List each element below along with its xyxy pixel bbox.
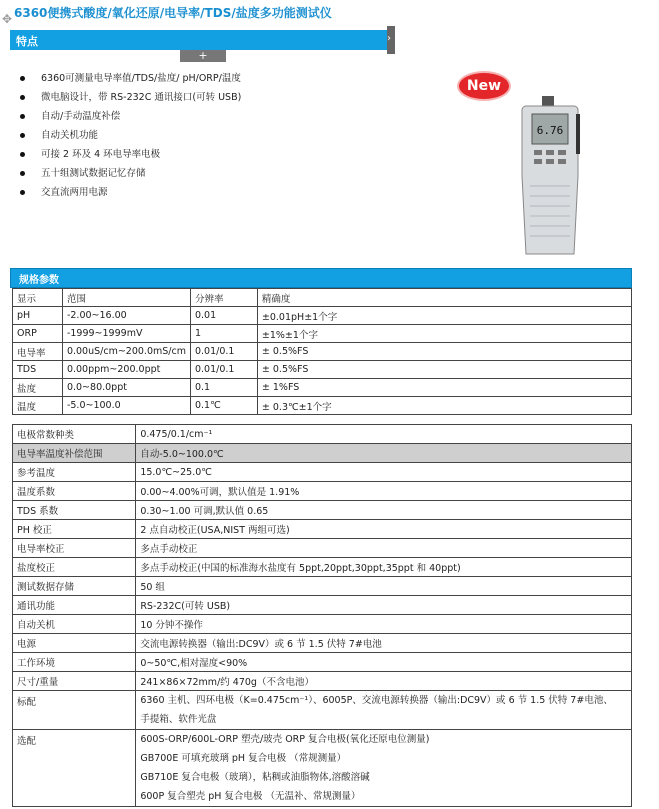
bullet-icon: [20, 76, 25, 81]
feature-list: [20, 69, 241, 202]
table-row: 盐度 0.0~80.0ppt 0.1 ± 1%FS: [13, 379, 632, 397]
header-cell: 分辨率: [190, 289, 257, 307]
feature-item: 五十组测试数据记忆存储: [20, 164, 241, 183]
bullet-icon: [20, 152, 25, 157]
device-display-value: 6.76: [536, 124, 564, 137]
table-row: 电极常数种类 0.475/0.1/cm⁻¹: [13, 425, 632, 444]
table-row: 工作环境 0~50℃,相对湿度<90%: [13, 653, 632, 672]
chevron-right-icon: ›: [387, 33, 391, 44]
feature-item: 可接 2 环及 4 环电导率电极: [20, 145, 241, 164]
bullet-icon: [20, 190, 25, 195]
feature-item: 6360可测量电导率值/TDS/盐度/ pH/ORP/温度: [20, 69, 241, 88]
feature-item: 自动关机功能: [20, 126, 241, 145]
feature-item: 自动/手动温度补偿: [20, 107, 241, 126]
corner-decoration-icon: ✥: [2, 12, 13, 26]
bullet-icon: [20, 171, 25, 176]
table-row: 通讯功能 RS-232C(可转 USB): [13, 596, 632, 615]
table-row: 参考温度 15.0℃~25.0℃: [13, 463, 632, 482]
bullet-icon: [20, 95, 25, 100]
table-row: TDS 系数 0.30~1.00 可调,默认值 0.65: [13, 501, 632, 520]
page-title: 6360便携式酸度/氧化还原/电导率/TDS/盐度多功能测试仪: [14, 6, 332, 20]
section-expand-handle[interactable]: [387, 26, 395, 54]
header-cell: 范围: [62, 289, 190, 307]
bullet-icon: [20, 114, 25, 119]
table-row: 盐度校正 多点手动校正(中国的标准海水盐度有 5ppt,20ppt,30ppt,35ppt 和 40ppt): [13, 558, 632, 577]
spec-section-label: 规格参数: [19, 275, 59, 286]
parameter-table: [12, 424, 632, 807]
spec-section-bar: [10, 268, 632, 288]
table-row: pH -2.00~16.00 0.01 ±0.01pH±1个字: [13, 307, 632, 325]
table-row: TDS 0.00ppm~200.0ppt 0.01/0.1 ± 0.5%FS: [13, 361, 632, 379]
spec-table: [12, 288, 632, 415]
table-row: 温度系数 0.00~4.00%可调，默认值是 1.91%: [13, 482, 632, 501]
table-row: 电导率温度补偿范围 自动-5.0~100.0℃: [13, 444, 632, 463]
header-cell: 精确度: [257, 289, 631, 307]
table-row: 自动关机 10 分钟不操作: [13, 615, 632, 634]
features-section-label: 特点: [16, 35, 38, 48]
table-row: 电导率 0.00uS/cm~200.0mS/cm 0.01/0.1 ± 0.5%FS: [13, 343, 632, 361]
feature-item: 交直流两用电源: [20, 183, 241, 202]
bullet-icon: [20, 133, 25, 138]
table-header-row: [13, 289, 632, 307]
table-row: 电源 交流电源转换器（输出:DC9V）或 6 节 1.5 伏特 7#电池: [13, 634, 632, 653]
table-row: ORP -1999~1999mV 1 ±1%±1个字: [13, 325, 632, 343]
table-row: 测试数据存储 50 组: [13, 577, 632, 596]
table-row-standard: 标配 6360 主机、四环电极（K=0.475cm⁻¹）、6005P、交流电源转换器（输出:DC9V）或 6 节 1.5 伏特 7#电池、 手提箱、软件光盘: [13, 691, 632, 730]
features-section-bar: [10, 30, 387, 50]
new-badge: New: [457, 71, 511, 101]
table-row: 温度 -5.0~100.0 0.1℃ ± 0.3℃±1个字: [13, 397, 632, 415]
table-row: 尺寸/重量 241×86×72mm/约 470g（不含电池）: [13, 672, 632, 691]
header-cell: 显示: [13, 289, 63, 307]
feature-item: 微电脑设计，带 RS-232C 通讯接口(可转 USB): [20, 88, 241, 107]
meter-device-image: [520, 96, 580, 256]
table-row: PH 校正 2 点自动校正(USA,NIST 两组可选): [13, 520, 632, 539]
table-row: 电导率校正 多点手动校正: [13, 539, 632, 558]
table-row-optional: 选配 600S-ORP/600L-ORP 塑壳/玻壳 ORP 复合电极(氧化还原电位测量) GB700E 可填充玻璃 pH 复合电极 （常规测量） GB710E 复合电极（玻璃），粘稠或油脂物体,溶酸溶碱 600P 复合塑壳 pH 复合电极 （无温补、常规测量）: [13, 730, 632, 807]
expand-plus-icon[interactable]: +: [180, 50, 226, 62]
